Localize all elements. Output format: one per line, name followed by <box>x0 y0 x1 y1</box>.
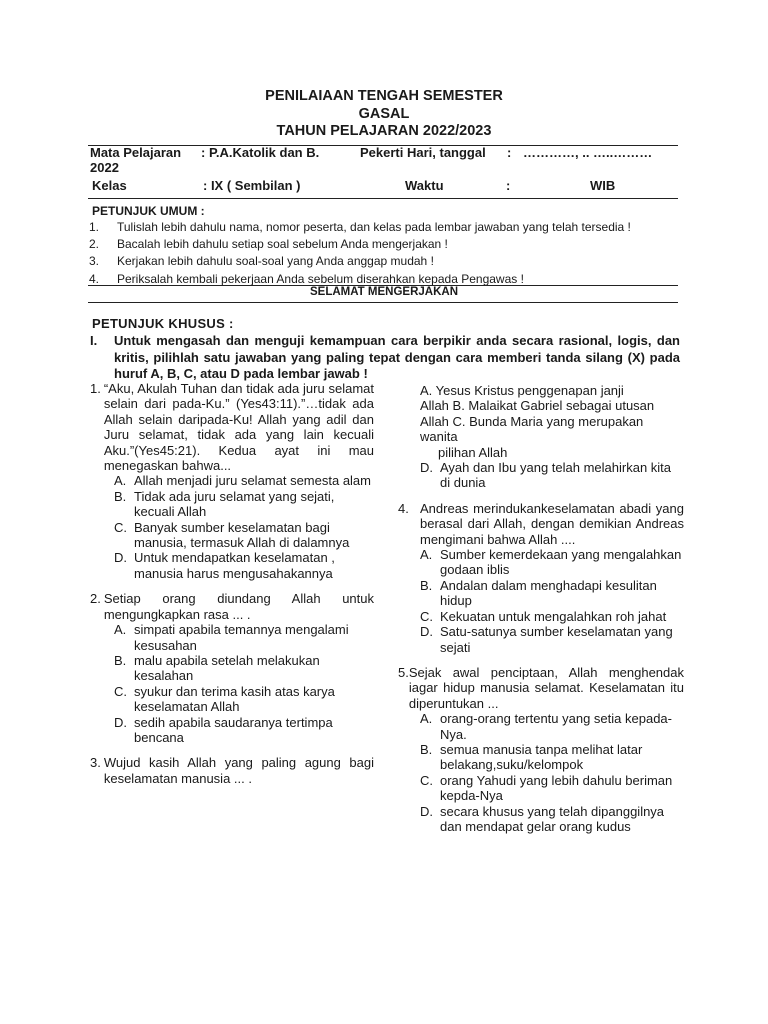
question-number: 5. <box>398 664 409 680</box>
answer-option[interactable]: C. orang Yahudi yang lebih dahulu beriman kepda-Nya <box>420 772 673 804</box>
specific-instructions-title: PETUNJUK KHUSUS : <box>92 316 234 331</box>
subject-wrap-year: 2022 <box>90 160 119 175</box>
answer-option[interactable]: D. Satu-satunya sumber keselamatan yang sejati <box>420 624 673 655</box>
instructions-rule-bottom <box>88 302 678 303</box>
answer-option[interactable]: D. sedih apabila saudaranya tertimpa bencana <box>114 714 333 745</box>
exam-semester: GASAL <box>358 106 410 122</box>
option-continuation: pilihan Allah <box>438 444 508 460</box>
question-number: 3. <box>90 755 101 771</box>
general-instructions-list <box>89 219 689 288</box>
answer-option[interactable]: C. Banyak sumber keselamatan bagi manusia, termasuk Allah di dalamnya <box>114 519 350 551</box>
answer-option[interactable]: B. semua manusia tanpa melihat latar belakang,suku/kelompok <box>420 741 643 773</box>
answer-option[interactable]: A. Sumber kemerdekaan yang mengalahkan godaan iblis <box>420 547 682 578</box>
answer-option[interactable]: C. Kekuatan untuk mengalahkan roh jahat <box>420 608 667 624</box>
section-instruction-text: Untuk mengasah dan menguji kemampuan cara berpikir anda secara rasional, logis, dan kritis, pilihlah satu jawaban yang paling tepat dengan cara memberi tanda silang (X) pada huruf A, B, C, atau D pada lembar jawab ! <box>114 333 680 381</box>
general-instructions-title: PETUNJUK UMUM : <box>92 204 205 218</box>
class-label: Kelas <box>92 178 127 193</box>
question-number: 2. <box>90 591 101 607</box>
time-colon: : <box>506 178 511 193</box>
answer-option[interactable]: A. orang-orang tertentu yang setia kepada- Nya. <box>420 711 672 742</box>
answer-option[interactable]: A. simpati apabila temannya mengalami kesusahan <box>114 622 349 653</box>
section-instruction <box>90 333 680 383</box>
answer-option[interactable]: Allah C. Bunda Maria yang merupakan <box>420 413 644 429</box>
answer-option[interactable]: B. Tidak ada juru selamat yang sejati, kecuali Allah <box>114 488 335 520</box>
question-stem: Wujud kasih Allah yang paling agung bagi keselamatan manusia ... . <box>103 755 374 786</box>
option-continuation: wanita <box>420 429 458 445</box>
question-4 <box>398 501 684 655</box>
time-label: Waktu <box>405 178 444 193</box>
right-column <box>398 383 684 844</box>
list-item: 1. Tulislah lebih dahulu nama, nomor peserta, dan kelas pada lembar jawaban yang telah tersedia ! <box>89 220 631 234</box>
answer-option[interactable]: D. Ayah dan Ibu yang telah melahirkan kita di dunia <box>420 460 672 491</box>
answer-option[interactable]: Allah B. Malaikat Gabriel sebagai utusan <box>420 398 655 414</box>
question-number: 1. <box>90 381 101 396</box>
answer-option[interactable]: C. syukur dan terima kasih atas karya keselamatan Allah <box>114 683 335 715</box>
left-column <box>90 381 374 796</box>
exam-year: TAHUN PELAJARAN 2022/2023 <box>276 123 492 139</box>
list-item: 4. Periksalah kembali pekerjaan Anda sebelum diserahkan kepada Pengawas ! <box>89 271 524 286</box>
question-stem: Andreas merindukankeselamatan abadi yang berasal dari Allah, dengan demikian Andreas mengimani bahwa Allah .... <box>420 500 684 547</box>
answer-option[interactable]: B. Andalan dalam menghadapi kesulitan hidup <box>420 577 657 609</box>
question-5 <box>398 665 684 834</box>
date-colon: : <box>507 145 512 160</box>
date-value: …………, .. …..……… <box>523 145 653 160</box>
date-label: Pekerti Hari, tanggal <box>360 145 486 160</box>
question-number: 4. <box>398 500 409 516</box>
answer-option[interactable]: A. Allah menjadi juru selamat semesta alam <box>114 473 371 489</box>
header-bottom-rule <box>88 198 678 199</box>
list-item: 3. Kerjakan lebih dahulu soal-soal yang Anda anggap mudah ! <box>89 254 434 269</box>
answer-option[interactable]: A. Yesus Kristus penggenapan janji <box>420 383 624 398</box>
section-number: I. <box>90 333 98 348</box>
time-value: WIB <box>590 178 616 193</box>
answer-option[interactable]: D. secara khusus yang telah dipanggilnya dan mendapat gelar orang kudus <box>420 803 665 834</box>
question-2 <box>90 591 374 745</box>
list-item: 2. Bacalah lebih dahulu setiap soal sebelum Anda mengerjakan ! <box>89 237 448 252</box>
subject-value: : P.A.Katolik dan B. <box>201 145 320 160</box>
question-3-options <box>420 383 684 491</box>
class-value: : IX ( Sembilan ) <box>203 178 301 193</box>
answer-option[interactable]: B. malu apabila setelah melakukan kesalahan <box>114 652 320 684</box>
exam-title: PENILAIAAN TENGAH SEMESTER <box>265 88 503 104</box>
subject-label: Mata Pelajaran <box>90 145 182 160</box>
good-luck-banner: SELAMAT MENGERJAKAN <box>309 286 458 298</box>
question-stem: Sejak awal penciptaan, Allah menghendak iagar hidup manusia selamat. Keselamatan itu diperuntukan ... <box>408 664 684 711</box>
question-stem: “Aku, Akulah Tuhan dan tidak ada juru selamat selain dari pada-Ku.” (Yes43:11).”…tidak ada Allah selain daripada-Ku! Allah yang adil dan Juru selamat, tidak ada yang lain kecuali Aku.”(Yes45:21). Kedua ayat ini mau menegaskan bahwa... <box>103 381 374 474</box>
question-3 <box>90 755 374 786</box>
question-stem: Setiap orang diundang Allah untuk mengungkapkan rasa ... . <box>103 591 374 622</box>
question-1 <box>90 381 374 581</box>
answer-option[interactable]: D. Untuk mendapatkan keselamatan , manusia harus mengusahakannya <box>114 550 335 581</box>
